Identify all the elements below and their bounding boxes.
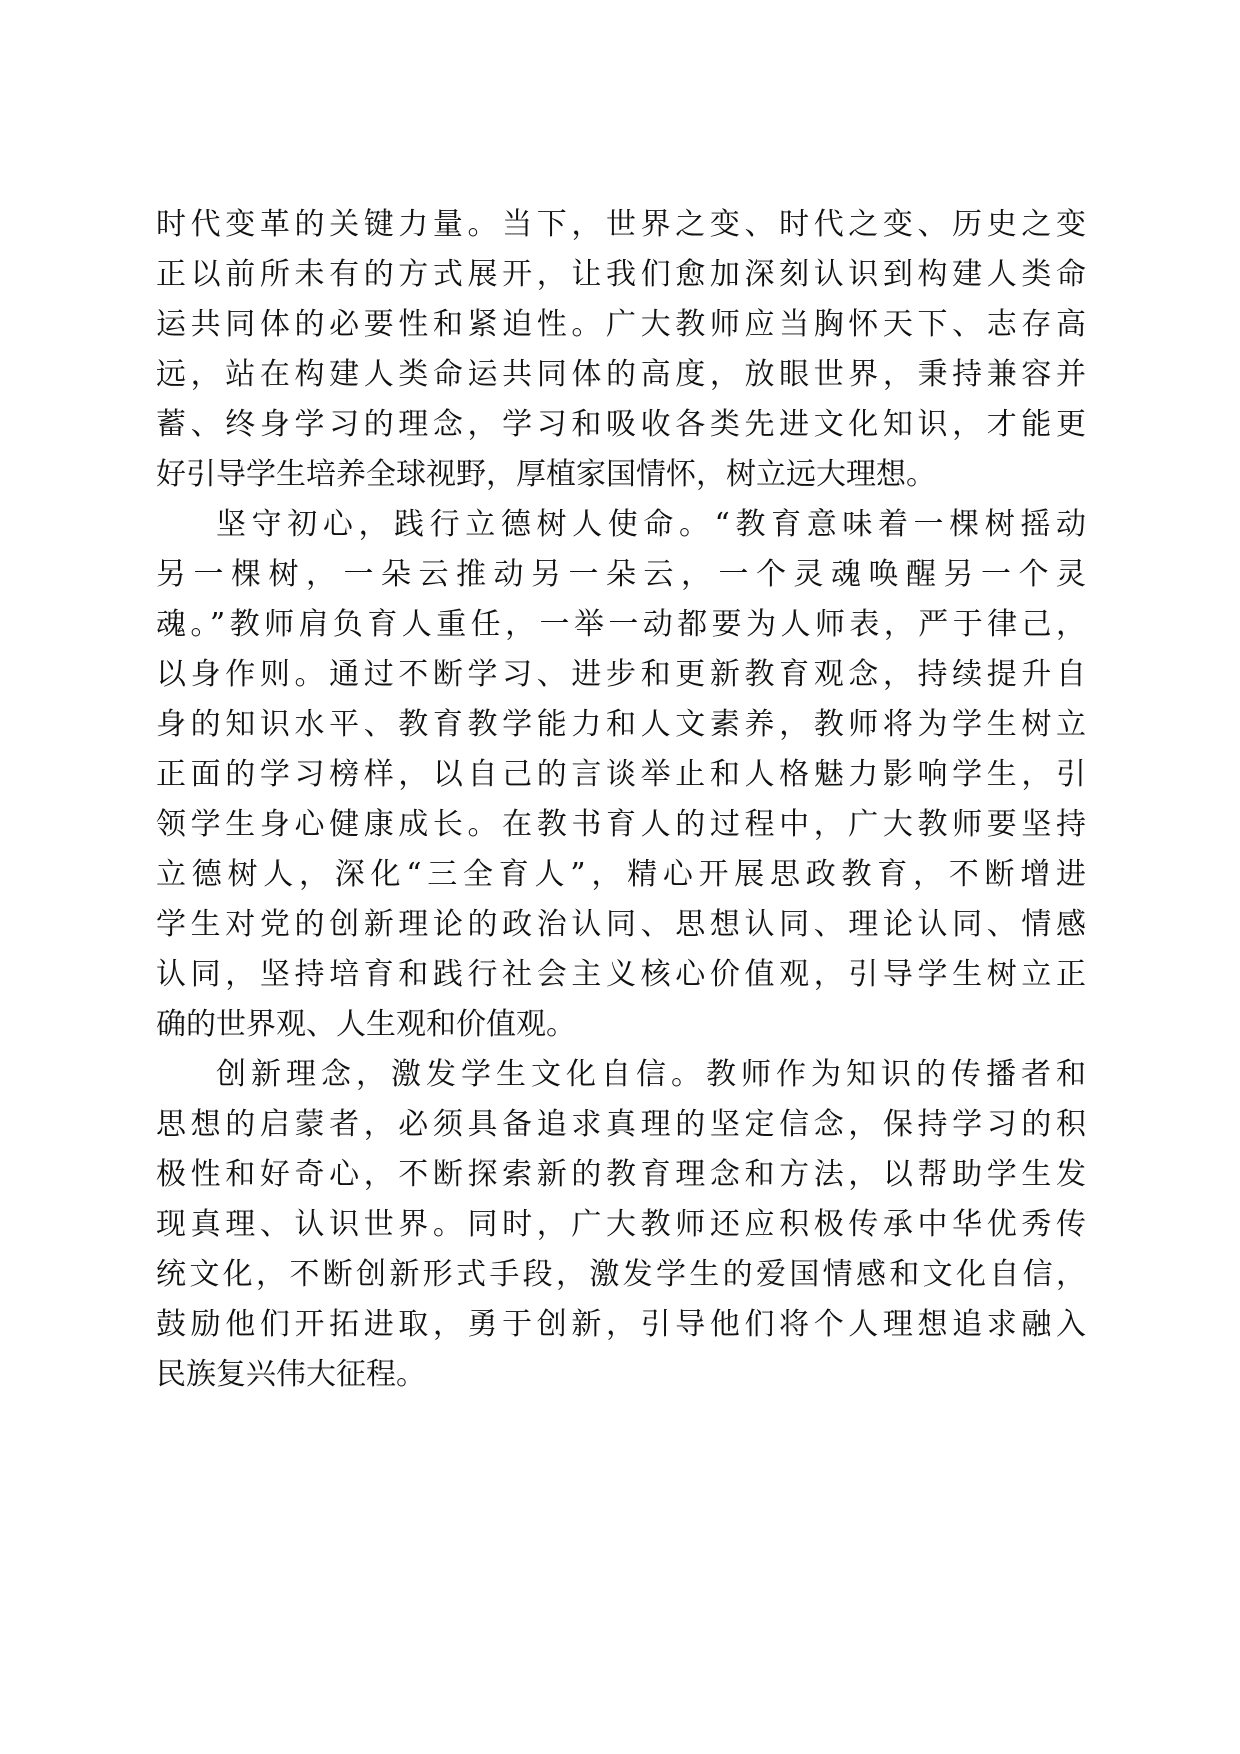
text-line: 蓄、终身学习的理念，学习和吸收各类先进文化知识，才能更: [156, 407, 1086, 442]
text-line: 统文化，不断创新形式手段，激发学生的爱国情感和文化自信，: [156, 1257, 1086, 1292]
text-line: 好引导学生培养全球视野，厚植家国情怀，树立远大理想。: [156, 457, 936, 492]
text-line: 领学生身心健康成长。在教书育人的过程中，广大教师要坚持: [156, 807, 1086, 842]
paragraph-1: [156, 200, 1086, 500]
text-line: 另一棵树，一朵云推动另一朵云，一个灵魂唤醒另一个灵: [156, 557, 1086, 592]
text-line: 认同，坚持培育和践行社会主义核心价值观，引导学生树立正: [156, 957, 1086, 992]
text-line: 创新理念，激发学生文化自信。教师作为知识的传播者和: [216, 1057, 1086, 1092]
text-line: 时代变革的关键力量。当下，世界之变、时代之变、历史之变: [156, 207, 1086, 242]
text-line: 身的知识水平、教育教学能力和人文素养，教师将为学生树立: [156, 707, 1086, 742]
text-line: 魂。”教师肩负育人重任，一举一动都要为人师表，严于律己，: [156, 607, 1086, 642]
text-line: 学生对党的创新理论的政治认同、思想认同、理论认同、情感: [156, 907, 1086, 942]
text-line: 正面的学习榜样，以自己的言谈举止和人格魅力影响学生，引: [156, 757, 1086, 792]
text-line: 确的世界观、人生观和价值观。: [156, 1007, 576, 1042]
text-line: 民族复兴伟大征程。: [156, 1357, 426, 1392]
text-line: 思想的启蒙者，必须具备追求真理的坚定信念，保持学习的积: [156, 1107, 1086, 1142]
text-line: 极性和好奇心，不断探索新的教育理念和方法，以帮助学生发: [156, 1157, 1086, 1192]
text-line: 鼓励他们开拓进取，勇于创新，引导他们将个人理想追求融入: [156, 1307, 1086, 1342]
text-line: 坚守初心，践行立德树人使命。“教育意味着一棵树摇动: [216, 507, 1086, 542]
text-line: 以身作则。通过不断学习、进步和更新教育观念，持续提升自: [156, 657, 1086, 692]
paragraph-3: [156, 1050, 1086, 1400]
paragraph-2: [156, 500, 1086, 1050]
text-line: 立德树人，深化“三全育人”，精心开展思政教育，不断增进: [156, 857, 1086, 892]
text-line: 正以前所未有的方式展开，让我们愈加深刻认识到构建人类命: [156, 257, 1086, 292]
document-body: [156, 200, 1086, 1400]
text-line: 远，站在构建人类命运共同体的高度，放眼世界，秉持兼容并: [156, 357, 1086, 392]
text-line: 现真理、认识世界。同时，广大教师还应积极传承中华优秀传: [156, 1207, 1086, 1242]
text-line: 运共同体的必要性和紧迫性。广大教师应当胸怀天下、志存高: [156, 307, 1086, 342]
